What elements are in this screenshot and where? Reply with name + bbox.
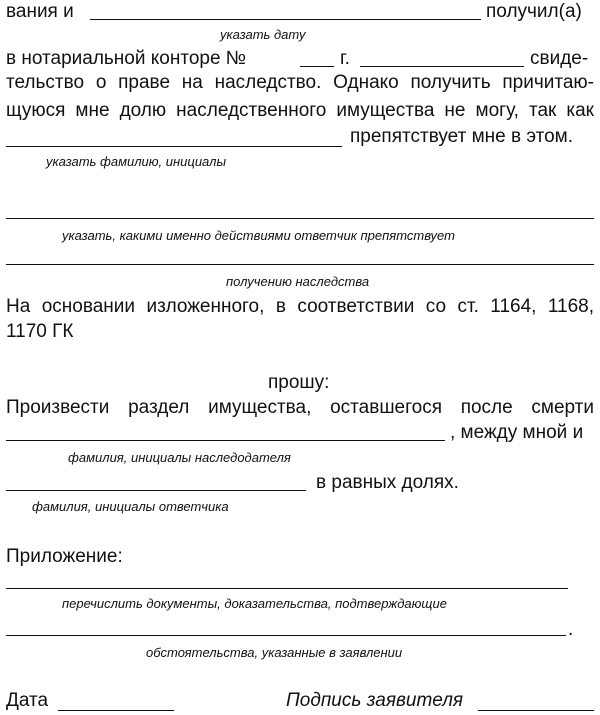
text-line-1-start: вания и [6, 1, 74, 22]
documents-blank-line-2[interactable] [6, 635, 566, 636]
hint-circumstances: обстоятельства, указанные в заявлении [146, 645, 403, 660]
date-field-line[interactable] [58, 710, 174, 711]
hint-testator: фамилия, инициалы наследодателя [68, 450, 291, 465]
text-line-1-end: получил(а) [486, 1, 582, 22]
text-line-2-end: свиде- [530, 48, 589, 69]
signature-label: Подпись заявителя [286, 690, 464, 711]
actions-blank-line-2[interactable] [6, 264, 594, 265]
text-line-10-end: в равных долях. [316, 472, 459, 493]
text-line-2-mid: г. [340, 48, 350, 69]
signature-field-line[interactable] [478, 710, 594, 711]
date-blank-line[interactable] [90, 19, 481, 20]
text-line-7: 1170 ГК [6, 321, 74, 342]
text-line-3: тельство о праве на наследство. Однако получить причитаю- [6, 72, 594, 93]
notary-number-blank[interactable] [300, 66, 334, 67]
text-line-4: щуюся мне долю наследственного имущества не могу, так как [6, 100, 594, 121]
line-period: . [568, 619, 574, 640]
defendant-blank-line[interactable] [6, 490, 306, 491]
hint-surname: указать фамилию, инициалы [46, 154, 227, 169]
text-line-8: Произвести раздел имущества, оставшегося после смерти [6, 397, 594, 418]
obstructor-blank-line[interactable] [6, 146, 342, 147]
text-line-6: На основании изложенного, в соответствии со ст. 1164, 1168, [6, 296, 594, 317]
hint-date: указать дату [220, 27, 306, 42]
hint-defendant: фамилия, инициалы ответчика [32, 499, 229, 514]
text-line-9-end: , между мной и [450, 422, 584, 443]
hint-actions: указать, какими именно действиями ответчик препятствует [62, 228, 455, 243]
date-label: Дата [6, 690, 49, 711]
hint-inheritance: получению наследства [226, 274, 370, 289]
actions-blank-line[interactable] [6, 218, 594, 219]
hint-documents: перечислить документы, доказательства, подтверждающие [62, 596, 447, 611]
documents-blank-line[interactable] [6, 588, 568, 589]
year-blank-line[interactable] [360, 66, 524, 67]
text-line-5-end: препятствует мне в этом. [350, 126, 574, 147]
text-line-2-start: в нотариальной конторе № [6, 48, 247, 69]
request-heading: прошу: [268, 372, 330, 393]
testator-blank-line[interactable] [6, 440, 445, 441]
appendix-label: Приложение: [6, 546, 123, 567]
